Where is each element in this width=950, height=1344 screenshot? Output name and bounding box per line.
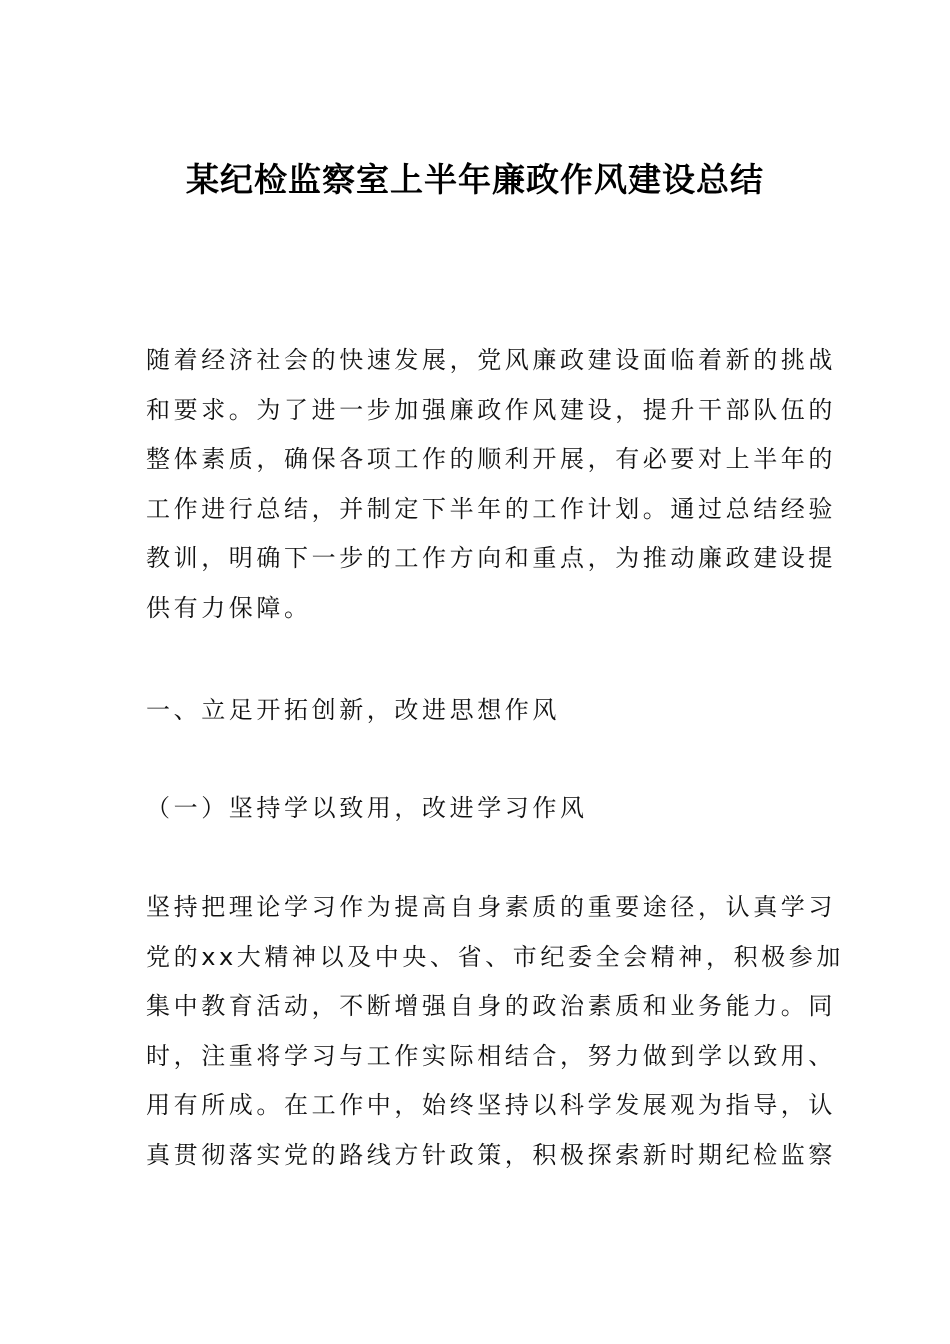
document-title: 某纪检监察室上半年廉政作风建设总结 — [186, 160, 764, 199]
intro-line: 工作进行总结，并制定下半年的工作计划。通过总结经验 — [146, 494, 836, 523]
subsection-heading: （一）坚持学以致用，改进学习作风 — [146, 794, 588, 822]
intro-line: 供有力保障。 — [146, 593, 312, 622]
intro-line: 和要求。为了进一步加强廉政作风建设，提升干部队伍的 — [146, 395, 836, 424]
body-line: 真贯彻落实党的路线方针政策，积极探索新时期纪检监察 — [146, 1140, 836, 1169]
body-line: 坚持把理论学习作为提高自身素质的重要途径，认真学习 — [146, 893, 836, 921]
body-line: 党的xx大精神以及中央、省、市纪委全会精神，积极参加 — [146, 942, 845, 971]
body-paragraph — [146, 883, 845, 1180]
intro-line: 教训，明确下一步的工作方向和重点，为推动廉政建设提 — [146, 544, 836, 572]
body-line: 时，注重将学习与工作实际相结合，努力做到学以致用、 — [146, 1041, 836, 1070]
body-line: 集中教育活动，不断增强自身的政治素质和业务能力。同 — [146, 992, 836, 1020]
section-heading: 一、立足开拓创新，改进思想作风 — [146, 696, 560, 724]
body-line: 用有所成。在工作中，始终坚持以科学发展观为指导，认 — [146, 1091, 836, 1119]
intro-line: 整体素质，确保各项工作的顺利开展，有必要对上半年的 — [146, 445, 836, 473]
intro-line: 随着经济社会的快速发展，党风廉政建设面临着新的挑战 — [146, 346, 836, 374]
intro-paragraph — [146, 336, 836, 633]
